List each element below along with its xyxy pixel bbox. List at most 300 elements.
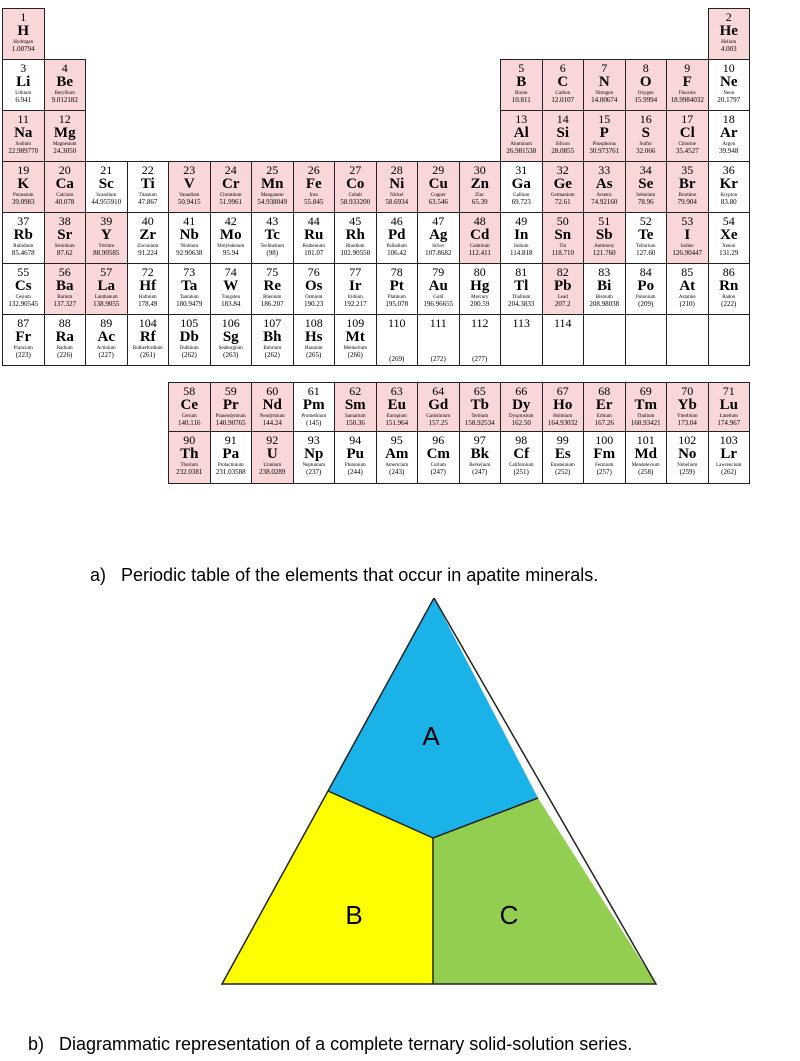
atomic-mass: (262) <box>181 351 197 359</box>
atomic-number: 87 <box>17 316 30 330</box>
atomic-number: 24 <box>224 163 237 177</box>
element-name: Bismuth <box>595 295 613 300</box>
element-symbol: Al <box>513 125 529 141</box>
element-symbol <box>460 330 501 345</box>
element-cell-zr <box>127 212 170 264</box>
atomic-number: 53 <box>681 214 694 228</box>
element-symbol: Es <box>554 446 571 462</box>
element-symbol: Ni <box>389 176 405 192</box>
atomic-number: 23 <box>183 163 196 177</box>
element-cell-al <box>500 110 543 162</box>
element-name: Lead <box>557 295 568 300</box>
element-name: Neodymium <box>259 414 285 419</box>
atomic-number: 31 <box>515 163 528 177</box>
element-name: Tungsten <box>221 295 240 300</box>
atomic-mass: 196.96655 <box>423 300 454 308</box>
atomic-mass: (145) <box>306 419 322 427</box>
atomic-mass: (262) <box>264 351 280 359</box>
element-symbol: Ca <box>55 176 74 192</box>
element-name: Strontium <box>54 244 75 249</box>
element-cell-ho <box>542 382 585 432</box>
atomic-number: 52 <box>639 214 652 228</box>
atomic-number: 108 <box>304 316 323 330</box>
element-cell <box>666 314 709 366</box>
element-name: Erbium <box>596 414 612 419</box>
atomic-number: 105 <box>180 316 199 330</box>
element-symbol: Zr <box>139 227 157 243</box>
atomic-mass: 144.24 <box>262 419 282 427</box>
atomic-mass <box>501 355 542 363</box>
atomic-number: 15 <box>598 112 611 126</box>
label-b: B <box>345 900 363 930</box>
atomic-mass: 20.1797 <box>717 96 741 104</box>
element-cell-nb <box>168 212 211 264</box>
atomic-number: 12 <box>58 112 71 126</box>
element-cell-pt <box>376 263 419 315</box>
element-cell-ru <box>293 212 336 264</box>
element-cell-se <box>625 161 668 213</box>
atomic-mass: 178.49 <box>138 300 158 308</box>
element-symbol: Sc <box>98 176 114 192</box>
atomic-number: 72 <box>141 265 154 279</box>
element-cell-h <box>2 8 45 60</box>
element-name: Yttrium <box>98 244 115 249</box>
element-symbol: Tc <box>264 227 280 243</box>
element-name: Chlorine <box>678 142 696 147</box>
atomic-number: 14 <box>556 112 569 126</box>
atomic-mass: 9.012182 <box>51 96 78 104</box>
element-symbol: Rn <box>719 278 739 294</box>
element-symbol: Bi <box>597 278 612 294</box>
atomic-mass: 30.973761 <box>589 147 620 155</box>
periodic-table <box>0 0 800 510</box>
atomic-mass: 87.62 <box>56 249 73 257</box>
atomic-number: 49 <box>515 214 528 228</box>
element-name: Radium <box>56 346 73 351</box>
atomic-mass: (262) <box>721 468 737 476</box>
element-name: Molybdenum <box>217 244 245 249</box>
element-cell-ta <box>168 263 211 315</box>
element-symbol: Sr <box>57 227 73 243</box>
element-name: Iron <box>309 193 318 198</box>
element-symbol: Sg <box>222 329 239 345</box>
element-name: Thallium <box>512 295 531 300</box>
atomic-number: 109 <box>346 316 365 330</box>
element-symbol: In <box>514 227 529 243</box>
atomic-number: 25 <box>266 163 279 177</box>
atomic-mass: 140.90765 <box>215 419 246 427</box>
element-symbol: Xe <box>720 227 738 243</box>
atomic-mass: (257) <box>596 468 612 476</box>
atomic-mass: (277) <box>472 355 488 363</box>
atomic-number: 42 <box>224 214 237 228</box>
element-symbol: F <box>682 74 692 90</box>
element-name <box>709 346 750 351</box>
element-symbol: Hf <box>139 278 157 294</box>
atomic-number <box>626 317 667 329</box>
element-symbol: As <box>595 176 613 192</box>
atomic-number: 28 <box>390 163 403 177</box>
atomic-number: 22 <box>141 163 154 177</box>
element-symbol: Cf <box>513 446 530 462</box>
element-cell-fe <box>293 161 336 213</box>
element-symbol: Mg <box>53 125 76 141</box>
atomic-mass: 195.078 <box>385 300 409 308</box>
atomic-number: 77 <box>349 265 362 279</box>
element-symbol: Ir <box>349 278 362 294</box>
atomic-number: 111 <box>429 316 447 330</box>
element-name: Nitrogen <box>595 91 614 96</box>
caption-ternary <box>28 1034 632 1055</box>
element-name: Krypton <box>720 193 738 198</box>
atomic-mass: 121.760 <box>592 249 616 257</box>
element-name: Arsenic <box>596 193 613 198</box>
atomic-number: 97 <box>473 433 486 447</box>
element-name: Technetium <box>260 244 285 249</box>
atomic-number: 76 <box>307 265 320 279</box>
atomic-number: 83 <box>598 265 611 279</box>
element-cell-tm <box>625 382 668 432</box>
element-name: Fluorine <box>678 91 696 96</box>
element-cell-xe <box>708 212 751 264</box>
atomic-mass: 58.6934 <box>385 198 409 206</box>
element-cell <box>708 314 751 366</box>
atomic-mass: 39.0983 <box>11 198 35 206</box>
element-cell-ra <box>44 314 87 366</box>
atomic-number: 37 <box>17 214 30 228</box>
element-name: Indium <box>514 244 529 249</box>
element-cell-zn <box>459 161 502 213</box>
element-symbol: Rb <box>13 227 33 243</box>
atomic-number: 8 <box>642 61 649 75</box>
element-name: Neon <box>723 91 735 96</box>
element-symbol: Dy <box>512 397 531 413</box>
atomic-mass: 65.39 <box>471 198 488 206</box>
element-cell-th <box>168 431 211 484</box>
element-cell-cl <box>666 110 709 162</box>
atomic-mass: 137.327 <box>53 300 77 308</box>
element-name: Xenon <box>722 244 736 249</box>
atomic-number: 78 <box>390 265 403 279</box>
atomic-number: 55 <box>17 265 30 279</box>
element-cell-u <box>251 431 294 484</box>
atomic-mass: 74.92160 <box>591 198 618 206</box>
atomic-number: 38 <box>58 214 71 228</box>
element-name: Bohrium <box>263 346 282 351</box>
element-cell-n <box>583 59 626 111</box>
element-name <box>584 346 625 351</box>
atomic-number: 60 <box>266 384 279 398</box>
element-cell-au <box>417 263 460 315</box>
caption-periodic-table <box>90 565 598 586</box>
atomic-mass <box>584 355 625 363</box>
element-name: Terbium <box>471 414 489 419</box>
element-symbol: S <box>641 125 650 141</box>
atomic-number: 54 <box>722 214 735 228</box>
element-name: Meitnerium <box>343 346 368 351</box>
atomic-mass: 10.811 <box>511 96 531 104</box>
element-name: Selenium <box>636 193 656 198</box>
element-cell-ag <box>417 212 460 264</box>
atomic-mass <box>626 355 667 363</box>
element-cell-sm <box>334 382 377 432</box>
element-cell <box>376 314 419 366</box>
element-name <box>460 346 501 351</box>
element-cell-ga <box>500 161 543 213</box>
element-name: Oxygen <box>637 91 654 96</box>
atomic-mass: (272) <box>430 355 446 363</box>
element-name: Rutherfordium <box>132 346 163 351</box>
element-symbol: Ba <box>55 278 74 294</box>
atomic-mass: 158.92534 <box>464 419 495 427</box>
atomic-number: 61 <box>307 384 320 398</box>
atomic-number: 4 <box>61 61 68 75</box>
element-name: Seaborgium <box>218 346 243 351</box>
atomic-mass: 1.00794 <box>11 45 35 53</box>
atomic-number: 64 <box>432 384 445 398</box>
element-cell-rn <box>708 263 751 315</box>
atomic-number: 32 <box>556 163 569 177</box>
element-symbol: Ga <box>511 176 531 192</box>
element-name: Germanium <box>550 193 575 198</box>
element-cell-np <box>293 431 336 484</box>
element-name: Thorium <box>180 463 198 468</box>
label-c: C <box>499 900 519 930</box>
element-symbol: Yb <box>677 397 697 413</box>
atomic-number: 113 <box>512 316 531 330</box>
element-cell-pd <box>376 212 419 264</box>
element-cell-rf <box>127 314 170 366</box>
element-name: Europium <box>386 414 407 419</box>
element-symbol: Th <box>180 446 199 462</box>
element-symbol: Rh <box>345 227 365 243</box>
element-name: Magnesium <box>52 142 77 147</box>
element-symbol: Ru <box>304 227 324 243</box>
element-name: Protactinium <box>217 463 244 468</box>
element-cell-mt <box>334 314 377 366</box>
element-name <box>377 346 418 351</box>
atomic-number: 44 <box>307 214 320 228</box>
element-name: Californium <box>509 463 534 468</box>
atomic-mass: 132.90545 <box>8 300 39 308</box>
atomic-number: 45 <box>349 214 362 228</box>
element-symbol: Sb <box>595 227 613 243</box>
atomic-mass: 55.845 <box>304 198 324 206</box>
atomic-number: 17 <box>681 112 694 126</box>
element-cell-na <box>2 110 45 162</box>
atomic-mass: 85.4678 <box>11 249 35 257</box>
atomic-number: 74 <box>224 265 237 279</box>
element-cell-li <box>2 59 45 111</box>
element-cell-ca <box>44 161 87 213</box>
element-symbol: O <box>639 74 652 90</box>
element-name: Uranium <box>263 463 282 468</box>
atomic-mass: (265) <box>306 351 322 359</box>
atomic-mass: (237) <box>306 468 322 476</box>
element-symbol: U <box>266 446 278 462</box>
atomic-mass: (222) <box>721 300 737 308</box>
element-name: Samarium <box>344 414 366 419</box>
element-symbol <box>418 330 459 345</box>
element-symbol: Fr <box>15 329 32 345</box>
element-symbol: Md <box>634 446 657 462</box>
atomic-number: 36 <box>722 163 735 177</box>
element-symbol <box>709 330 750 345</box>
element-name: Palladium <box>386 244 407 249</box>
element-name: Carbon <box>555 91 571 96</box>
element-symbol: Au <box>428 278 448 294</box>
element-name <box>501 346 542 351</box>
element-name: Tantalum <box>179 295 199 300</box>
region-a <box>328 598 538 838</box>
atomic-mass: (258) <box>638 468 654 476</box>
element-cell-v <box>168 161 211 213</box>
element-cell-db <box>168 314 211 366</box>
element-symbol: Ar <box>720 125 738 141</box>
atomic-mass: 208.98038 <box>589 300 620 308</box>
atomic-number: 46 <box>390 214 403 228</box>
element-symbol: Re <box>263 278 281 294</box>
element-symbol: Hg <box>470 278 490 294</box>
element-symbol: H <box>17 23 30 39</box>
atomic-mass: (243) <box>389 468 405 476</box>
atomic-number: 75 <box>266 265 279 279</box>
element-symbol: Cd <box>470 227 490 243</box>
atomic-mass: 162.50 <box>511 419 531 427</box>
element-symbol: V <box>183 176 195 192</box>
element-name: Aluminum <box>510 142 533 147</box>
element-symbol: Mn <box>261 176 284 192</box>
atomic-number: 94 <box>349 433 362 447</box>
caption-marker-a: a) <box>90 565 107 585</box>
element-symbol: Co <box>346 176 365 192</box>
element-name: Titanium <box>138 193 157 198</box>
element-cell-ar <box>708 110 751 162</box>
atomic-mass: 88.90585 <box>93 249 120 257</box>
element-name: Copper <box>430 193 446 198</box>
element-cell <box>625 314 668 366</box>
element-cell-sr <box>44 212 87 264</box>
atomic-mass: 91.224 <box>138 249 158 257</box>
element-symbol <box>667 330 708 345</box>
element-name: Helium <box>721 40 737 45</box>
element-name: Hydrogen <box>13 40 34 45</box>
element-name: Barium <box>57 295 73 300</box>
element-cell-ne <box>708 59 751 111</box>
atomic-number: 96 <box>432 433 445 447</box>
atomic-mass <box>667 355 708 363</box>
element-cell-hs <box>293 314 336 366</box>
element-symbol: Pa <box>222 446 240 462</box>
element-symbol: Po <box>637 278 655 294</box>
element-name: Ruthenium <box>302 244 325 249</box>
element-symbol: Rf <box>139 329 156 345</box>
atomic-number: 81 <box>515 265 528 279</box>
element-symbol: At <box>679 278 696 294</box>
element-name: Antimony <box>594 244 615 249</box>
element-cell-c <box>542 59 585 111</box>
element-cell-no <box>666 431 709 484</box>
element-symbol: Cl <box>679 125 695 141</box>
atomic-mass: (269) <box>389 355 405 363</box>
element-name: Mercury <box>471 295 489 300</box>
element-symbol: Pd <box>387 227 406 243</box>
element-name: Cobalt <box>348 193 362 198</box>
atomic-mass: (259) <box>679 468 695 476</box>
element-symbol: Te <box>638 227 654 243</box>
element-symbol: Si <box>556 125 569 141</box>
element-symbol: W <box>223 278 239 294</box>
atomic-number: 68 <box>598 384 611 398</box>
element-name: Nickel <box>390 193 404 198</box>
element-name: Lithium <box>15 91 32 96</box>
atomic-mass: 40.078 <box>55 198 75 206</box>
element-cell-lu <box>708 382 751 432</box>
atomic-number: 7 <box>601 61 608 75</box>
element-name: Americium <box>385 463 409 468</box>
atomic-mass: (247) <box>472 468 488 476</box>
atomic-number: 30 <box>473 163 486 177</box>
element-name: Potassium <box>12 193 34 198</box>
element-name <box>667 346 708 351</box>
atomic-number: 103 <box>719 433 738 447</box>
atomic-number: 73 <box>183 265 196 279</box>
caption-text-a: Periodic table of the elements that occur in apatite minerals. <box>121 565 599 585</box>
element-symbol <box>626 330 667 345</box>
element-symbol: C <box>557 74 569 90</box>
element-name: Sodium <box>15 142 32 147</box>
atomic-mass: 183.84 <box>221 300 241 308</box>
atomic-mass: 102.90550 <box>340 249 371 257</box>
element-symbol: Eu <box>387 397 406 413</box>
element-name: Dysprosium <box>509 414 534 419</box>
label-a: A <box>422 721 440 751</box>
atomic-mass: 18.9984032 <box>670 96 704 104</box>
element-symbol: Lu <box>719 397 738 413</box>
atomic-mass: 72.61 <box>554 198 571 206</box>
atomic-mass: 69.723 <box>511 198 531 206</box>
atomic-mass: 114.818 <box>510 249 533 257</box>
element-name: Platinum <box>387 295 406 300</box>
element-name: Rubidium <box>13 244 34 249</box>
element-cell-as <box>583 161 626 213</box>
atomic-number: 79 <box>432 265 445 279</box>
element-name: Zinc <box>475 193 485 198</box>
element-name: Rhodium <box>345 244 365 249</box>
ternary-diagram <box>220 598 660 988</box>
element-name: Calcium <box>56 193 74 198</box>
caption-marker-b: b) <box>28 1034 45 1054</box>
atomic-mass: (227) <box>98 351 114 359</box>
element-cell-pa <box>210 431 253 484</box>
atomic-mass: 26.981538 <box>506 147 537 155</box>
element-name <box>418 346 459 351</box>
element-symbol: Tl <box>514 278 529 294</box>
element-cell-s <box>625 110 668 162</box>
element-cell-w <box>210 263 253 315</box>
atomic-mass: 39.948 <box>719 147 739 155</box>
atomic-number: 84 <box>639 265 652 279</box>
element-cell-br <box>666 161 709 213</box>
atomic-mass: 107.8682 <box>425 249 452 257</box>
element-cell-te <box>625 212 668 264</box>
element-cell-mn <box>251 161 294 213</box>
atomic-number: 71 <box>722 384 735 398</box>
atomic-mass: 51.9961 <box>219 198 243 206</box>
element-symbol: Kr <box>719 176 738 192</box>
element-symbol: Pb <box>553 278 572 294</box>
element-cell-tb <box>459 382 502 432</box>
